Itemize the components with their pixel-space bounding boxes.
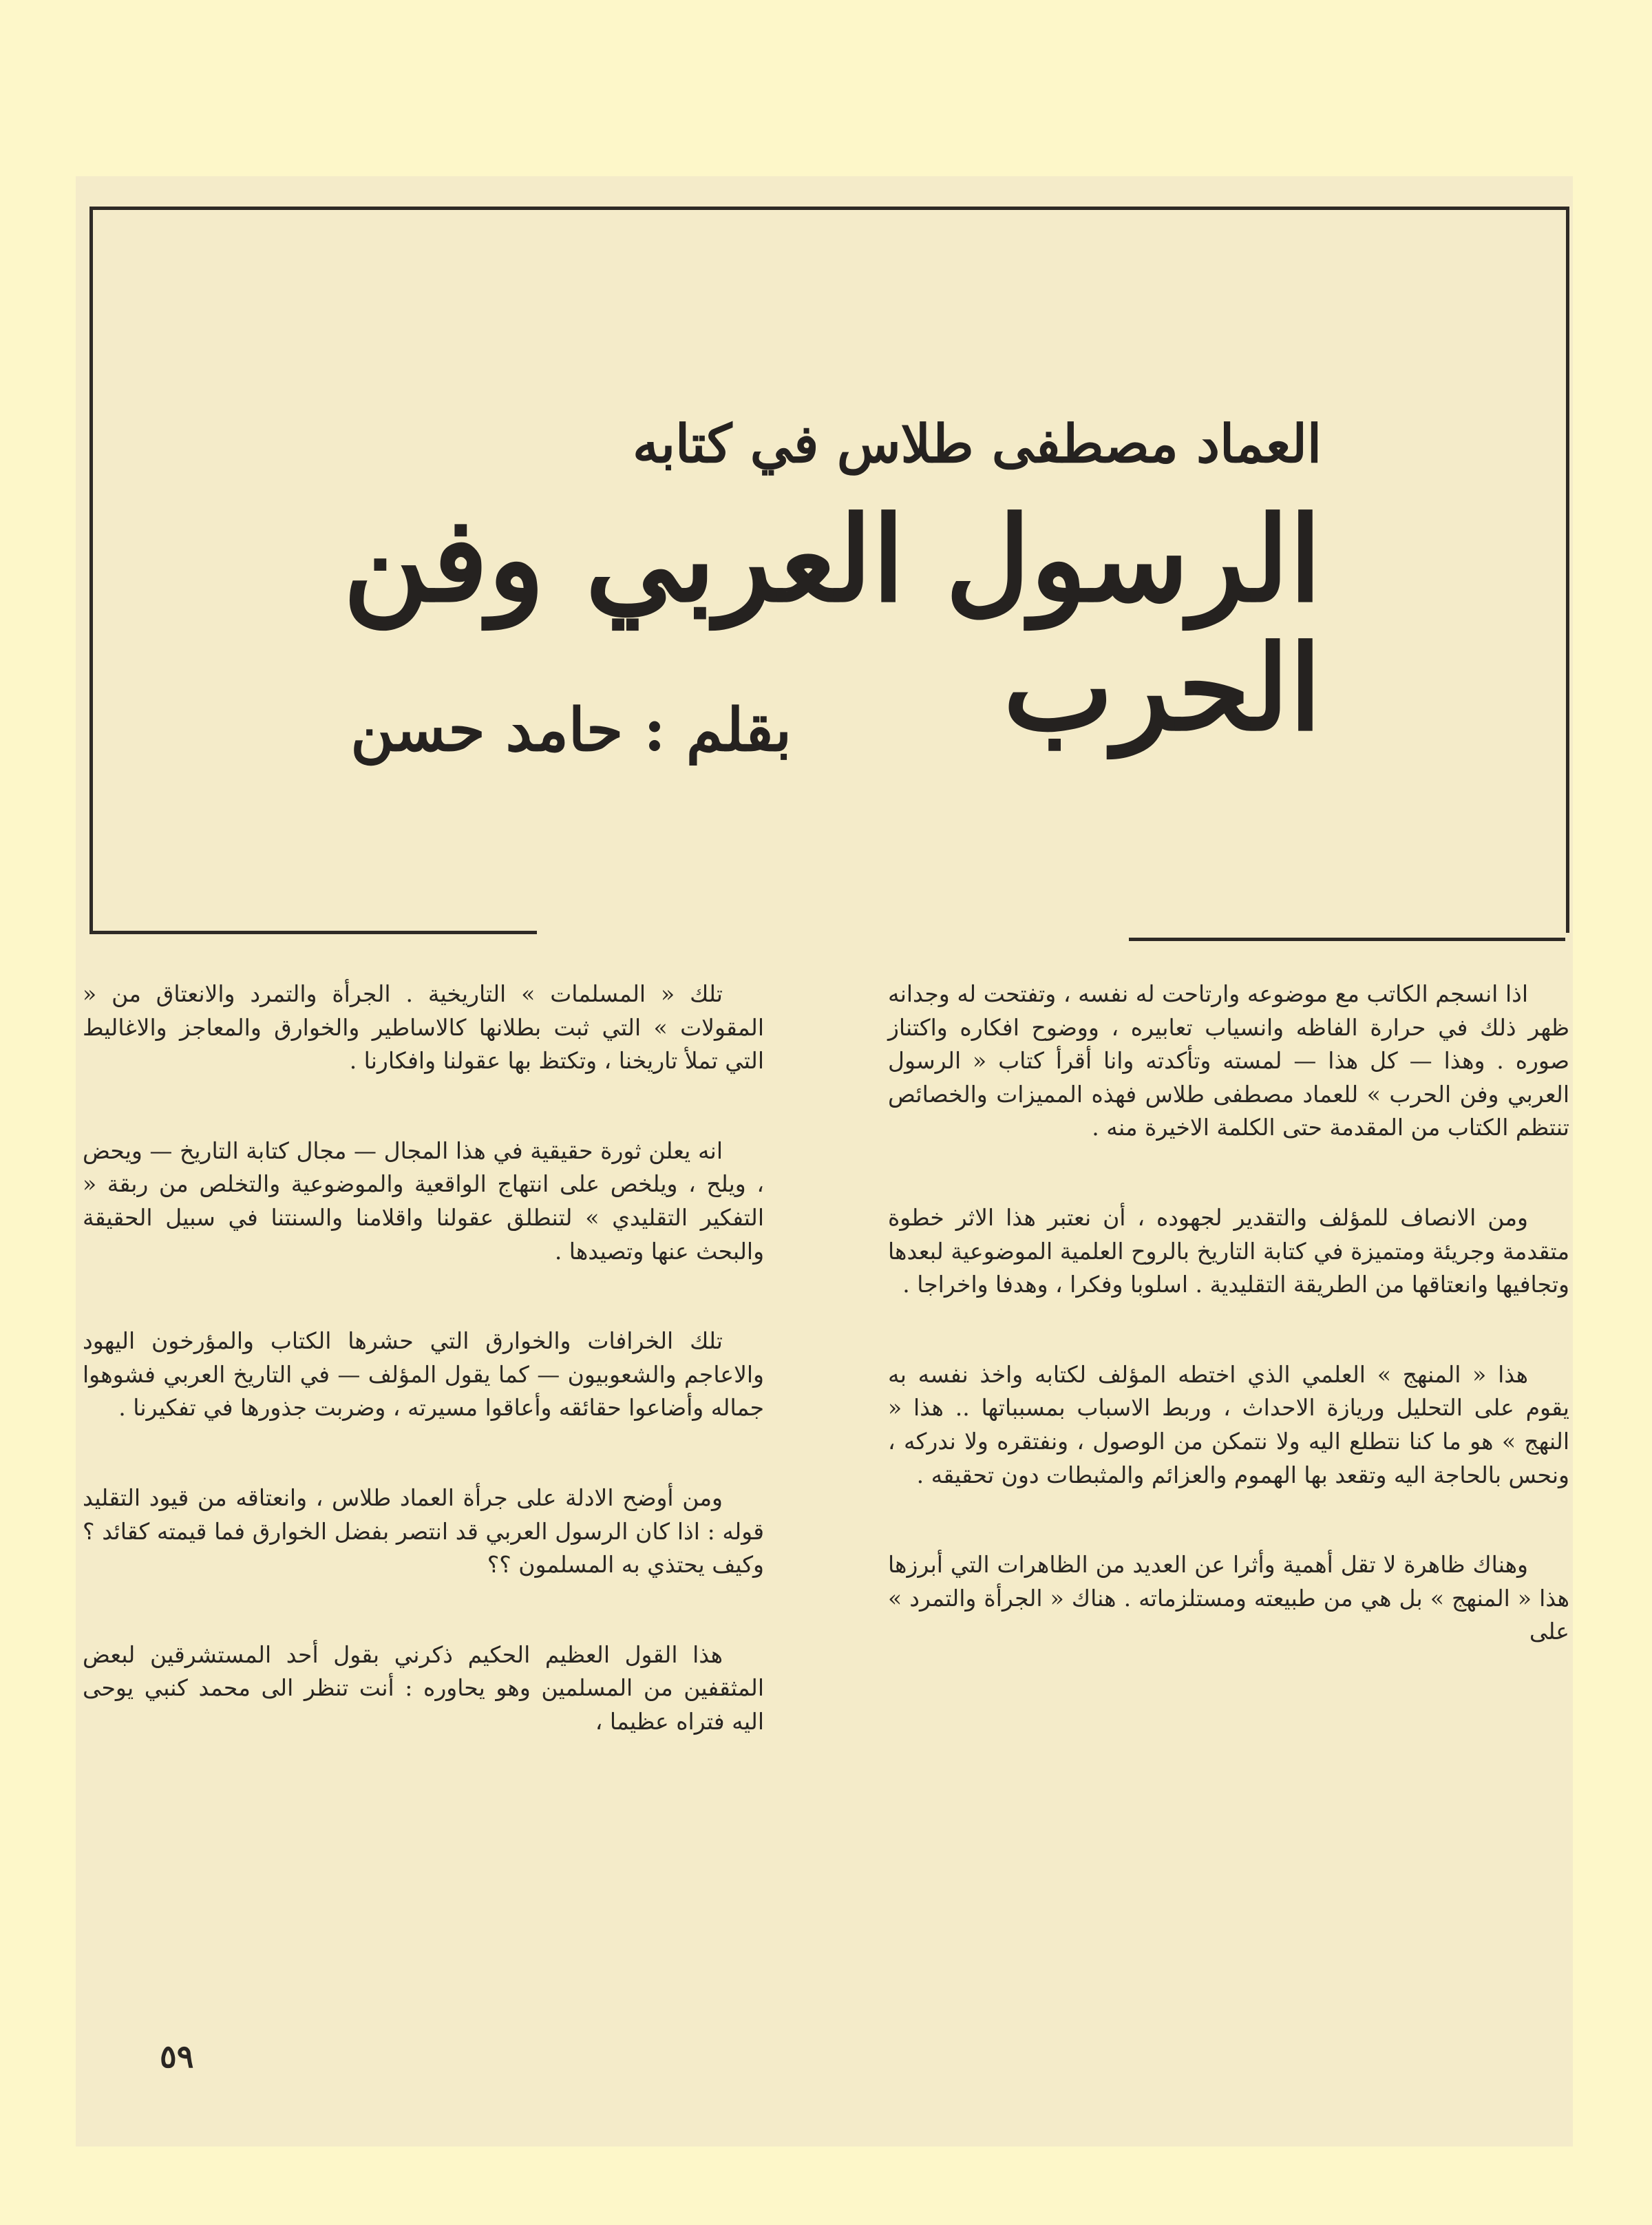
paragraph: ومن الانصاف للمؤلف والتقدير لجهوده ، أن نعتبر هذا الاثر خطوة متقدمة وجريئة ومتميزة في كتابة التاريخ بالروح العلمية الموضوعية لبعدها وتجافيها وانعتاقها من الطريقة التقليدية . اسلوبا وفكرا ، وهدفا واخراجا . (888, 1203, 1569, 1298)
paragraph: تلك الخرافات والخوارق التي حشرها الكتاب والمؤرخون اليهود والاعاجم والشعوبيون — كما يقول المؤلف — في التاريخ العربي فشوهوا جماله وأضاعوا حقائقه وأعاقوا مسيرته ، وضربت جذورها في تفكيرنا . (83, 1327, 764, 1422)
paragraph: وهناك ظاهرة لا تقل أهمية وأثرا عن العديد من الظاهرات التي أبرزها هذا « المنهج » بل هي من طبيعته ومستلزماته . هناك « الجرأة والتمرد » على (888, 1551, 1569, 1645)
paragraph: اذا انسجم الكاتب مع موضوعه وارتاحت له نفسه ، وتفتحت له وجدانه ظهر ذلك في حرارة الفاظه وانسياب تعابيره ، ووضوح افكاره واكتناز صوره . وهذا — كل هذا — لمسته وتأكدته وانا أقرأ كتاب « الرسول العربي وفن الحرب » للعماد مصطفى طلاس فهذه المميزات والخصائص تنتظم الكتاب من المقدمة حتى الكلمة الاخيرة منه . (888, 980, 1569, 1141)
frame-rule-right (1129, 938, 1565, 941)
page-number: ٥٩ (160, 2038, 194, 2075)
article-byline: بقلم : حامد حسن (350, 695, 792, 765)
paragraph: هذا القول العظيم الحكيم ذكرني بقول أحد المستشرقين لبعض المثقفين من المسلمين وهو يحاوره : أنت تنظر الى محمد كنبي يوحى اليه فتراه عظيما ، (83, 1641, 764, 1735)
article-title: الرسول العربي وفن الحرب (343, 491, 1322, 757)
frame-rule-left (89, 931, 537, 934)
paragraph: هذا « المنهج » العلمي الذي اختطه المؤلف لكتابه واخذ نفسه به يقوم على التحليل وريازة الاحداث ، وربط الاسباب بمسبباتها .. هذا « النهج » هو ما كنا نتطلع اليه ولا نتمكن من الوصول ، ونفتقره ولا ندركه ، ونحس بالحاجة اليه وتقعد بها الهموم والعزائم والمثبطات دون تحقيقه . (888, 1360, 1569, 1488)
paragraph: انه يعلن ثورة حقيقية في هذا المجال — مجال كتابة التاريخ — ويحض ، ويلح ، ويلخص على انتهاج الواقعية والموضوعية والتخلص من ربقة « التفكير التقليدي » لتنطلق عقولنا واقلامنا والسنتنا في سبيل الحقيقة والبحث عنها وتصيدها . (83, 1137, 764, 1265)
article-supertitle: العماد مصطفى طلاس في كتابه (633, 413, 1322, 474)
text-column-left (83, 978, 764, 1795)
text-column-right (888, 978, 1569, 1705)
paragraph: ومن أوضح الادلة على جرأة العماد طلاس ، وانعتاقه من قيود التقليد قوله : اذا كان الرسول العربي قد انتصر بفضل الخوارق فما قيمته كقائد ؟ وكيف يحتذي به المسلمون ؟؟ (83, 1484, 764, 1579)
paragraph: تلك « المسلمات » التاريخية . الجرأة والتمرد والانعتاق من « المقولات » التي ثبت بطلانها كالاساطير والخوارق والمعاجز والاغاليط التي تملأ تاريخنا ، وتكتظ بها عقولنا وافكارنا . (83, 980, 764, 1075)
